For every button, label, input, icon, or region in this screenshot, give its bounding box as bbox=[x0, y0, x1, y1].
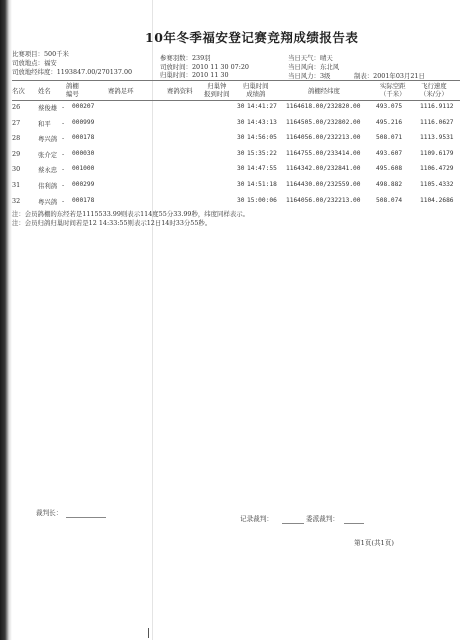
row-name: 张介定 bbox=[38, 150, 58, 159]
row-coords: 1164342.00/232841.00 bbox=[286, 165, 361, 173]
col-name-header: 姓名 bbox=[38, 87, 51, 95]
row-ring-dash: - bbox=[62, 118, 65, 127]
info-release-site: 司放地点：福安 bbox=[12, 59, 57, 67]
row-rank: 30 bbox=[12, 165, 21, 174]
committee-signature-line bbox=[344, 523, 364, 524]
row-speed: 1105.4332 bbox=[420, 181, 454, 188]
referee-signature-line bbox=[66, 517, 106, 518]
row-report-day: 30 bbox=[237, 118, 245, 126]
row-coords: 1164505.00/232802.00 bbox=[286, 118, 361, 126]
row-ring: 000299 bbox=[72, 181, 95, 188]
row-coords: 1164056.00/232213.00 bbox=[286, 134, 361, 142]
row-ring-dash: - bbox=[62, 149, 65, 158]
row-distance: 508.074 bbox=[376, 196, 403, 204]
row-report-day: 30 bbox=[237, 196, 245, 204]
row-ring: 000999 bbox=[72, 118, 95, 126]
row-name: 蔡永忠 bbox=[38, 166, 58, 175]
row-ring: 000030 bbox=[72, 149, 95, 157]
recorder-signature-line bbox=[282, 523, 304, 524]
row-speed: 1104.2686 bbox=[420, 196, 454, 204]
committee-label: 委派裁判： bbox=[306, 515, 339, 523]
header-rule-top bbox=[12, 80, 460, 81]
row-report-day: 30 bbox=[237, 134, 245, 142]
header-rule-bottom bbox=[12, 100, 460, 101]
info-return-time: 归巢时间：2010 11 30 bbox=[160, 71, 229, 79]
row-ring-dash: - bbox=[62, 196, 65, 205]
row-speed: 1116.0627 bbox=[420, 118, 454, 126]
col-speed-header: 飞行速度 （米/分） bbox=[420, 82, 448, 98]
scan-fold-line bbox=[152, 0, 153, 640]
row-ring-dash: - bbox=[62, 134, 65, 143]
info-tabulated: 制表：2001年03月21日 bbox=[354, 72, 425, 80]
row-distance: 495.216 bbox=[376, 118, 403, 126]
note-arrival-time: 注：会员归鸽归巢时间若是12 14:33:55则表示12日14时33分55秒。 bbox=[12, 219, 212, 227]
row-arrival-time: 15:35:22 bbox=[247, 149, 277, 157]
row-name: 和平 bbox=[38, 119, 51, 128]
info-weather: 当日天气：晴天 bbox=[288, 54, 333, 62]
col-pigeon-info-header: 赛鸽资料 bbox=[167, 87, 193, 95]
row-arrival-time: 14:51:18 bbox=[247, 181, 277, 188]
note-coords: 注：会员鸽棚的东经若是1115533.99则表示114度55分33.99秒，纬度同样表示。 bbox=[12, 210, 250, 218]
col-ring-header: 鸽棚 编号 bbox=[66, 82, 79, 98]
info-entries: 参赛羽数：239羽 bbox=[160, 54, 211, 62]
row-distance: 498.882 bbox=[376, 181, 403, 188]
row-ring: 000178 bbox=[72, 134, 95, 142]
row-rank: 28 bbox=[12, 134, 21, 143]
row-arrival-time: 14:56:05 bbox=[247, 134, 277, 142]
row-rank: 32 bbox=[12, 196, 21, 205]
info-event: 比赛项目：500千米 bbox=[12, 50, 69, 58]
row-name: 蔡俊雄 bbox=[38, 104, 58, 112]
row-distance: 495.608 bbox=[376, 165, 403, 173]
row-rank: 27 bbox=[12, 118, 21, 127]
col-rank-header: 名次 bbox=[12, 87, 25, 95]
row-name: 伟利鸽 bbox=[38, 182, 58, 190]
row-ring-dash: - bbox=[62, 181, 65, 189]
row-coords: 1164056.00/232213.00 bbox=[286, 196, 361, 204]
row-report-day: 30 bbox=[237, 181, 245, 188]
row-coords: 1164755.00/233414.00 bbox=[286, 149, 361, 157]
row-speed: 1113.9531 bbox=[420, 134, 454, 142]
row-speed: 1109.6179 bbox=[420, 149, 454, 157]
info-wind-force: 当日风力：3级 bbox=[288, 72, 331, 80]
col-coords-header: 鸽棚经纬度 bbox=[308, 87, 340, 95]
row-coords: 1164430.00/232559.00 bbox=[286, 181, 361, 188]
row-name: 粤兴鸽 bbox=[38, 135, 58, 144]
row-rank: 26 bbox=[12, 103, 21, 111]
scan-mark bbox=[148, 628, 149, 638]
info-release-coords: 司放地经纬度：1193847.00/270137.00 bbox=[12, 68, 133, 76]
row-ring: 001000 bbox=[72, 165, 95, 173]
info-release-time: 司放时间：2010 11 30 07:20 bbox=[160, 63, 249, 71]
recorder-label: 记录裁判： bbox=[240, 515, 273, 523]
row-distance: 493.607 bbox=[376, 149, 403, 157]
row-report-day: 30 bbox=[237, 165, 245, 173]
report-title: 10年冬季福安登记赛竞翔成绩报告表 bbox=[145, 30, 359, 45]
row-ring: 000178 bbox=[72, 196, 95, 204]
page-number: 第1页(共1页) bbox=[354, 539, 394, 547]
row-speed: 1116.9112 bbox=[420, 103, 454, 110]
col-report-time-header: 归巢钟 报到时间 bbox=[204, 82, 230, 98]
col-boundary-header: 赛鸽足环 bbox=[108, 87, 134, 95]
col-distance-header: 实际空距 （千米） bbox=[380, 82, 406, 98]
row-arrival-time: 14:47:55 bbox=[247, 165, 277, 173]
row-arrival-time: 14:43:13 bbox=[247, 118, 277, 126]
row-arrival-time: 15:00:06 bbox=[247, 196, 277, 204]
row-rank: 31 bbox=[12, 181, 21, 189]
row-name: 粤兴鸽 bbox=[38, 197, 58, 206]
row-speed: 1106.4729 bbox=[420, 165, 454, 173]
row-arrival-time: 14:41:27 bbox=[247, 103, 277, 110]
row-ring-dash: - bbox=[62, 165, 65, 174]
scan-page-edge bbox=[0, 0, 12, 640]
col-arrival-time-header: 归巢时间 成绩鸽 bbox=[243, 82, 269, 98]
row-ring: 000207 bbox=[72, 103, 95, 110]
row-rank: 29 bbox=[12, 149, 21, 158]
row-ring-dash: - bbox=[62, 103, 65, 111]
row-distance: 508.071 bbox=[376, 134, 403, 142]
row-report-day: 30 bbox=[237, 149, 245, 157]
row-report-day: 30 bbox=[237, 103, 245, 110]
referee-label: 裁判长： bbox=[36, 509, 63, 517]
row-coords: 1164618.00/232820.00 bbox=[286, 103, 361, 110]
info-wind-dir: 当日风向：东北风 bbox=[288, 63, 340, 71]
row-distance: 493.075 bbox=[376, 103, 403, 110]
